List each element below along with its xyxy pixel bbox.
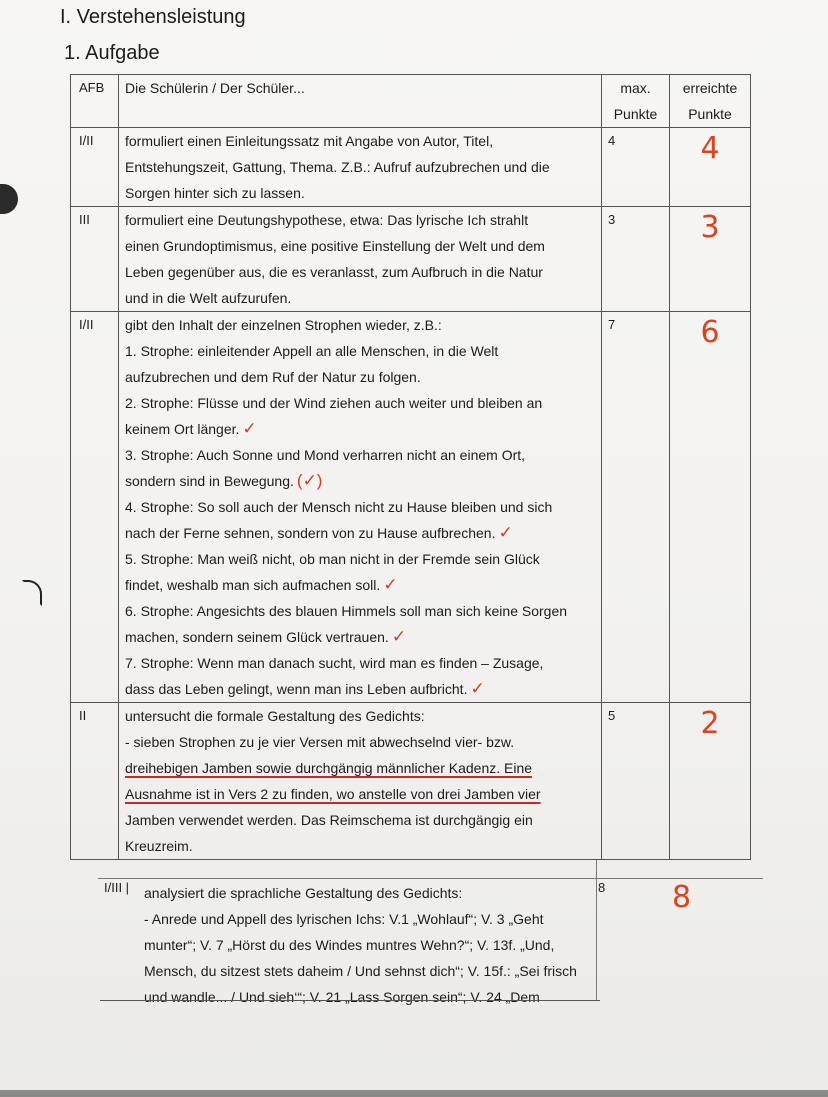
description-line xyxy=(125,781,595,807)
row-description xyxy=(119,128,602,207)
table-header-row xyxy=(71,75,751,128)
line-text: 2. Strophe: Flüsse und der Wind ziehen auch weiter und bleiben an xyxy=(125,395,543,411)
row-afb: I/II xyxy=(71,312,119,703)
line-text: formuliert einen Einleitungssatz mit Angabe von Autor, Titel, xyxy=(125,133,494,149)
tail-line-text: Mensch, du sitzest stets daheim / Und sehnst dich“; V. 15f.: „Sei frisch xyxy=(144,963,577,979)
check-mark-icon: (✓) xyxy=(296,471,323,490)
table-row xyxy=(71,207,751,312)
line-text: 5. Strophe: Man weiß nicht, ob man nicht in der Fremde sein Glück xyxy=(125,551,540,567)
header-achieved-line1: erreichte xyxy=(682,80,738,96)
table-row xyxy=(71,703,751,860)
line-text: formuliert eine Deutungshypothese, etwa: Das lyrische Ich strahlt xyxy=(125,212,529,228)
line-text: machen, sondern seinem Glück vertrauen. xyxy=(125,629,389,645)
row-description xyxy=(119,207,602,312)
line-text: dreihebigen Jamben sowie durchgängig männlicher Kadenz. Eine xyxy=(125,760,533,776)
tail-afb: I/III | xyxy=(104,880,130,895)
tail-bottom-line xyxy=(100,1000,600,1001)
line-text: Ausnahme ist in Vers 2 zu finden, wo anstelle von drei Jamben vier xyxy=(125,786,541,802)
line-text: einen Grundoptimismus, eine positive Einstellung der Welt und dem xyxy=(125,238,545,254)
table-row xyxy=(71,312,751,703)
section-heading: I. Verstehensleistung xyxy=(60,6,246,28)
description-line xyxy=(125,390,595,416)
description-line xyxy=(125,364,595,390)
header-afb: AFB xyxy=(71,75,119,128)
line-text: Jamben verwendet werden. Das Reimschema ist durchgängig ein xyxy=(125,812,533,828)
line-text: 6. Strophe: Angesichts des blauen Himmels soll man sich keine Sorgen xyxy=(125,603,568,619)
line-text: Kreuzreim. xyxy=(125,838,193,854)
tail-line-text: analysiert die sprachliche Gestaltung des Gedichts: xyxy=(144,885,463,901)
row-achieved-score: 2 xyxy=(670,703,751,860)
line-text: 3. Strophe: Auch Sonne und Mond verharren nicht an einem Ort, xyxy=(125,447,526,463)
tail-max-points: 8 xyxy=(598,880,606,895)
description-line xyxy=(125,624,595,650)
row-max-points: 3 xyxy=(602,207,670,312)
description-line xyxy=(125,416,595,442)
line-text: 4. Strophe: So soll auch der Mensch nicht zu Hause bleiben und sich xyxy=(125,499,553,515)
line-text: nach der Ferne sehnen, sondern von zu Hause aufbrechen. xyxy=(125,525,496,541)
description-line xyxy=(125,180,595,206)
line-text: 1. Strophe: einleitender Appell an alle Menschen, in die Welt xyxy=(125,343,499,359)
row-description xyxy=(119,703,602,860)
tail-line-text: munter“; V. 7 „Hörst du des Windes muntres Wehn?“; V. 13f. „Und, xyxy=(144,937,555,953)
description-line xyxy=(125,338,595,364)
row-achieved-score: 3 xyxy=(670,207,751,312)
punch-hole xyxy=(0,184,18,214)
description-line xyxy=(125,833,595,859)
row-achieved-score: 4 xyxy=(670,128,751,207)
description-line xyxy=(125,207,595,233)
description-line xyxy=(125,494,595,520)
description-line xyxy=(125,650,595,676)
row-max-points: 4 xyxy=(602,128,670,207)
tail-description xyxy=(144,880,577,1010)
description-line xyxy=(125,703,595,729)
line-text: 7. Strophe: Wenn man danach sucht, wird man es finden – Zusage, xyxy=(125,655,544,671)
line-text: dass das Leben gelingt, wenn man ins Leben aufbricht. xyxy=(125,681,468,697)
table-row xyxy=(71,128,751,207)
tail-achieved-score: 8 xyxy=(672,880,692,915)
description-line xyxy=(125,285,595,311)
header-max xyxy=(602,75,670,128)
line-text: - sieben Strophen zu je vier Versen mit abwechselnd vier- bzw. xyxy=(125,734,515,750)
description-line xyxy=(125,442,595,468)
tail-divider xyxy=(98,878,763,879)
line-text: gibt den Inhalt der einzelnen Strophen wieder, z.B.: xyxy=(125,317,442,333)
row-afb: II xyxy=(71,703,119,860)
check-mark-icon: ✓ xyxy=(242,419,257,438)
description-line xyxy=(125,233,595,259)
line-text: untersucht die formale Gestaltung des Gedichts: xyxy=(125,708,425,724)
description-line xyxy=(125,154,595,180)
line-text: keinem Ort länger. xyxy=(125,421,240,437)
line-text: Sorgen hinter sich zu lassen. xyxy=(125,185,305,201)
description-line xyxy=(125,468,595,494)
task-heading: 1. Aufgabe xyxy=(64,42,160,64)
description-line xyxy=(125,807,595,833)
description-line xyxy=(125,598,595,624)
line-text: Leben gegenüber aus, die es veranlasst, zum Aufbruch in die Natur xyxy=(125,264,543,280)
description-line xyxy=(125,572,595,598)
row-afb: I/II xyxy=(71,128,119,207)
description-line xyxy=(125,259,595,285)
row-achieved-score: 6 xyxy=(670,312,751,703)
row-max-points: 7 xyxy=(602,312,670,703)
check-mark-icon: ✓ xyxy=(391,627,407,646)
line-text: aufzubrechen und dem Ruf der Natur zu folgen. xyxy=(125,369,421,385)
line-text: findet, weshalb man sich aufmachen soll. xyxy=(125,577,381,593)
header-achieved xyxy=(670,75,751,128)
row-max-points: 5 xyxy=(602,703,670,860)
header-description: Die Schülerin / Der Schüler... xyxy=(119,75,602,128)
row-description xyxy=(119,312,602,703)
description-line xyxy=(125,729,595,755)
description-line xyxy=(125,755,595,781)
row-afb: III xyxy=(71,207,119,312)
header-max-line2: Punkte xyxy=(613,106,658,122)
tail-column-line xyxy=(596,860,597,1000)
description-line xyxy=(125,312,595,338)
description-line xyxy=(125,676,595,702)
check-mark-icon: ✓ xyxy=(498,523,513,542)
line-text: sondern sind in Bewegung. xyxy=(125,473,294,489)
grading-table xyxy=(70,74,751,860)
tail-line-text: und wandle... / Und sieh‘“; V. 21 „Lass Sorgen sein“; V. 24 „Dem xyxy=(144,989,540,1005)
description-line xyxy=(125,520,595,546)
check-mark-icon: ✓ xyxy=(383,575,398,594)
description-line xyxy=(125,128,595,154)
description-line xyxy=(125,546,595,572)
margin-hook-mark xyxy=(22,580,42,606)
line-text: und in die Welt aufzurufen. xyxy=(125,290,292,306)
check-mark-icon: ✓ xyxy=(470,679,485,698)
line-text: Entstehungszeit, Gattung, Thema. Z.B.: Aufruf aufzubrechen und die xyxy=(125,159,550,175)
bottom-edge-shadow xyxy=(0,1090,828,1097)
header-achieved-line2: Punkte xyxy=(688,106,732,122)
tail-line-text: - Anrede und Appell des lyrischen Ichs: V.1 „Wohlauf“; V. 3 „Geht xyxy=(144,911,544,927)
header-max-line1: max. xyxy=(620,80,651,96)
